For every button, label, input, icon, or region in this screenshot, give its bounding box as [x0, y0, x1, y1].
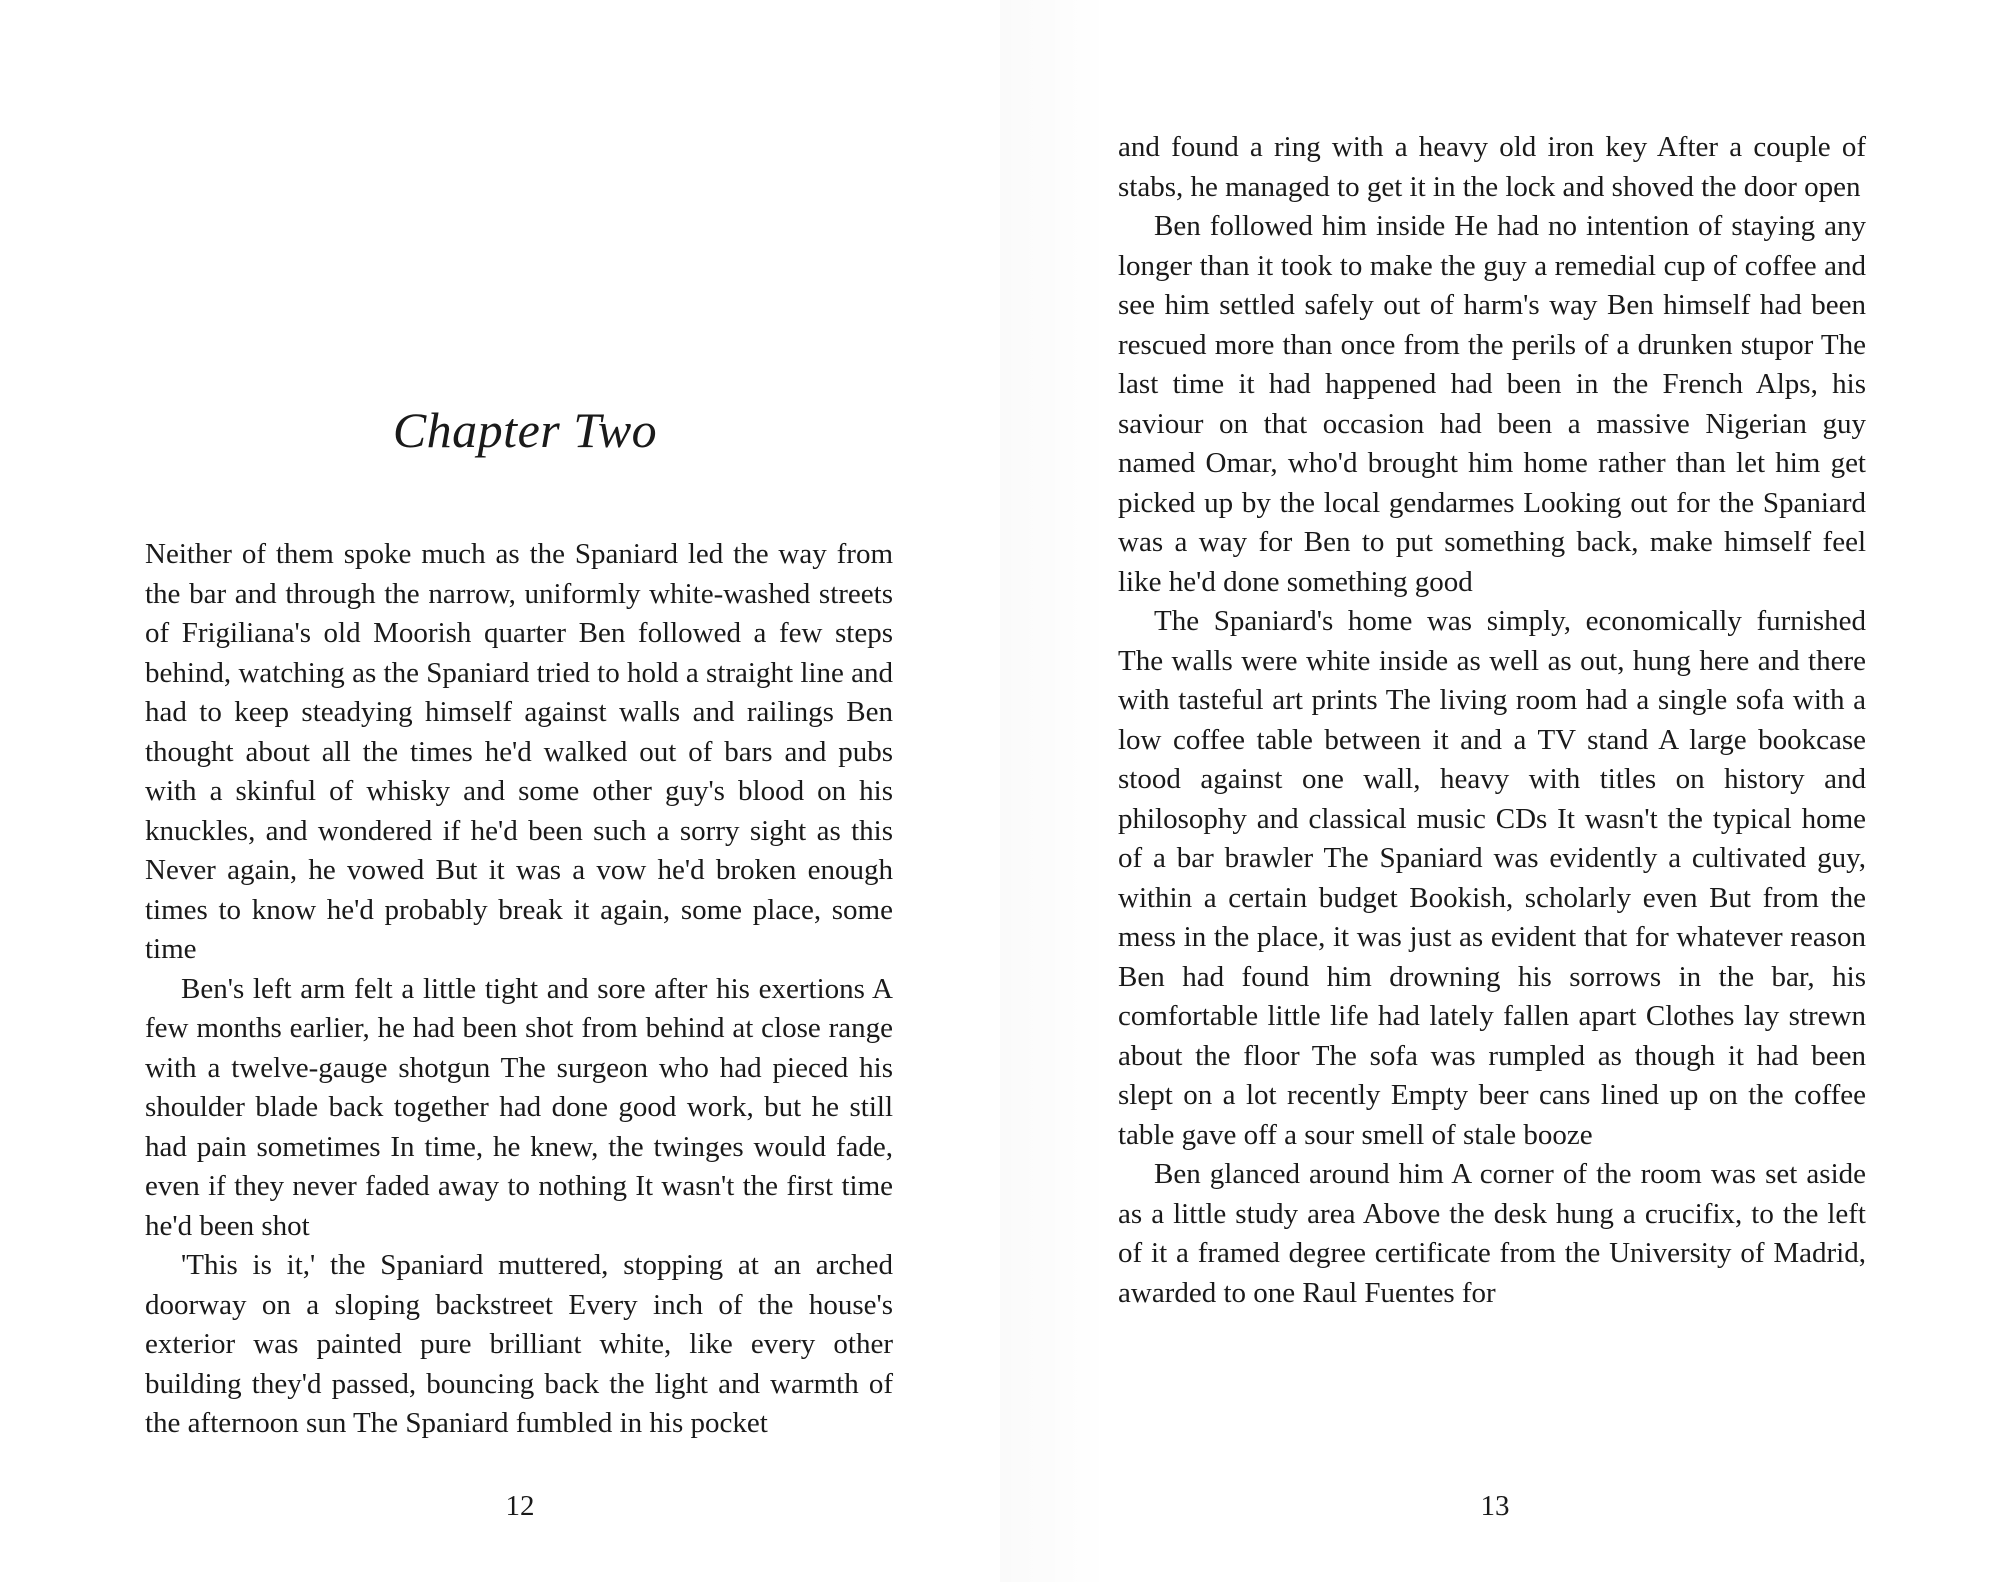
chapter-title: Chapter Two [392, 402, 658, 458]
page-number: 13 [1480, 1490, 1510, 1522]
paragraph: Ben followed him inside He had no intention of staying any longer than it took to make the guy a remedial cup of coffee and see him settled safely out of harm's way Ben himself had been rescued more than once from the perils of a drunken stupor The last time it had happened had been in the French Alps, his saviour on that occasion had been a massive Nigerian guy named Omar, who'd brought him home rather than let him get picked up by the local gendarmes Looking out for the Spaniard was a way for Ben to put something back, make himself feel like he'd done something good [1118, 210, 1866, 598]
paragraph: and found a ring with a heavy old iron key After a couple of stabs, he managed to get it in the lock and shoved the door open [1118, 131, 1866, 203]
paragraph: 'This is it,' the Spaniard muttered, stopping at an arched doorway on a sloping backstreet Every inch of the house's exterior was painted pure brilliant white, like every other building they'd passed, bouncing back the light and warmth of the afternoon sun The Spaniard fumbled in his pocket [145, 1249, 893, 1439]
right-page [1000, 0, 2000, 1582]
right-page-body [1118, 128, 1866, 1313]
paragraph: Neither of them spoke much as the Spaniard led the way from the bar and through the narrow, uniformly white-washed streets of Frigiliana's old Moorish quarter Ben followed a few steps behind, watching as the Spaniard tried to hold a straight line and had to keep steadying himself against walls and railings Ben thought about all the times he'd walked out of bars and pubs with a skinful of whisky and some other guy's blood on his knuckles, and wondered if he'd been such a sorry sight as this Never again, he vowed But it was a vow he'd broken enough times to know he'd probably break it again, some place, some time [145, 538, 893, 965]
left-page-body [145, 535, 893, 1444]
paragraph: The Spaniard's home was simply, economically furnished The walls were white inside as well as out, hung here and there with tasteful art prints The living room had a single sofa with a low coffee table between it and a TV stand A large bookcase stood against one wall, heavy with titles on history and philosophy and classical music CDs It wasn't the typical home of a bar brawler The Spaniard was evidently a cultivated guy, within a certain budget Bookish, scholarly even But from the mess in the place, it was just as evident that for whatever reason Ben had found him drowning his sorrows in the bar, his comfortable little life had lately fallen apart Clothes lay strewn about the floor The sofa was rumpled as though it had been slept on a lot recently Empty beer cans lined up on the coffee table gave off a sour smell of stale booze [1118, 605, 1866, 1151]
paragraph: Ben's left arm felt a little tight and sore after his exertions A few months earlier, he had been shot from behind at close range with a twelve-gauge shotgun The surgeon who had pieced his shoulder blade back together had done good work, but he still had pain sometimes In time, he knew, the twinges would fade, even if they never faded away to nothing It wasn't the first time he'd been shot [145, 972, 893, 1242]
page-number: 12 [505, 1490, 535, 1522]
paragraph: Ben glanced around him A corner of the room was set aside as a little study area Above the desk hung a crucifix, to the left of it a framed degree certificate from the University of Madrid, awarded to one Raul Fuentes for [1118, 1158, 1866, 1309]
